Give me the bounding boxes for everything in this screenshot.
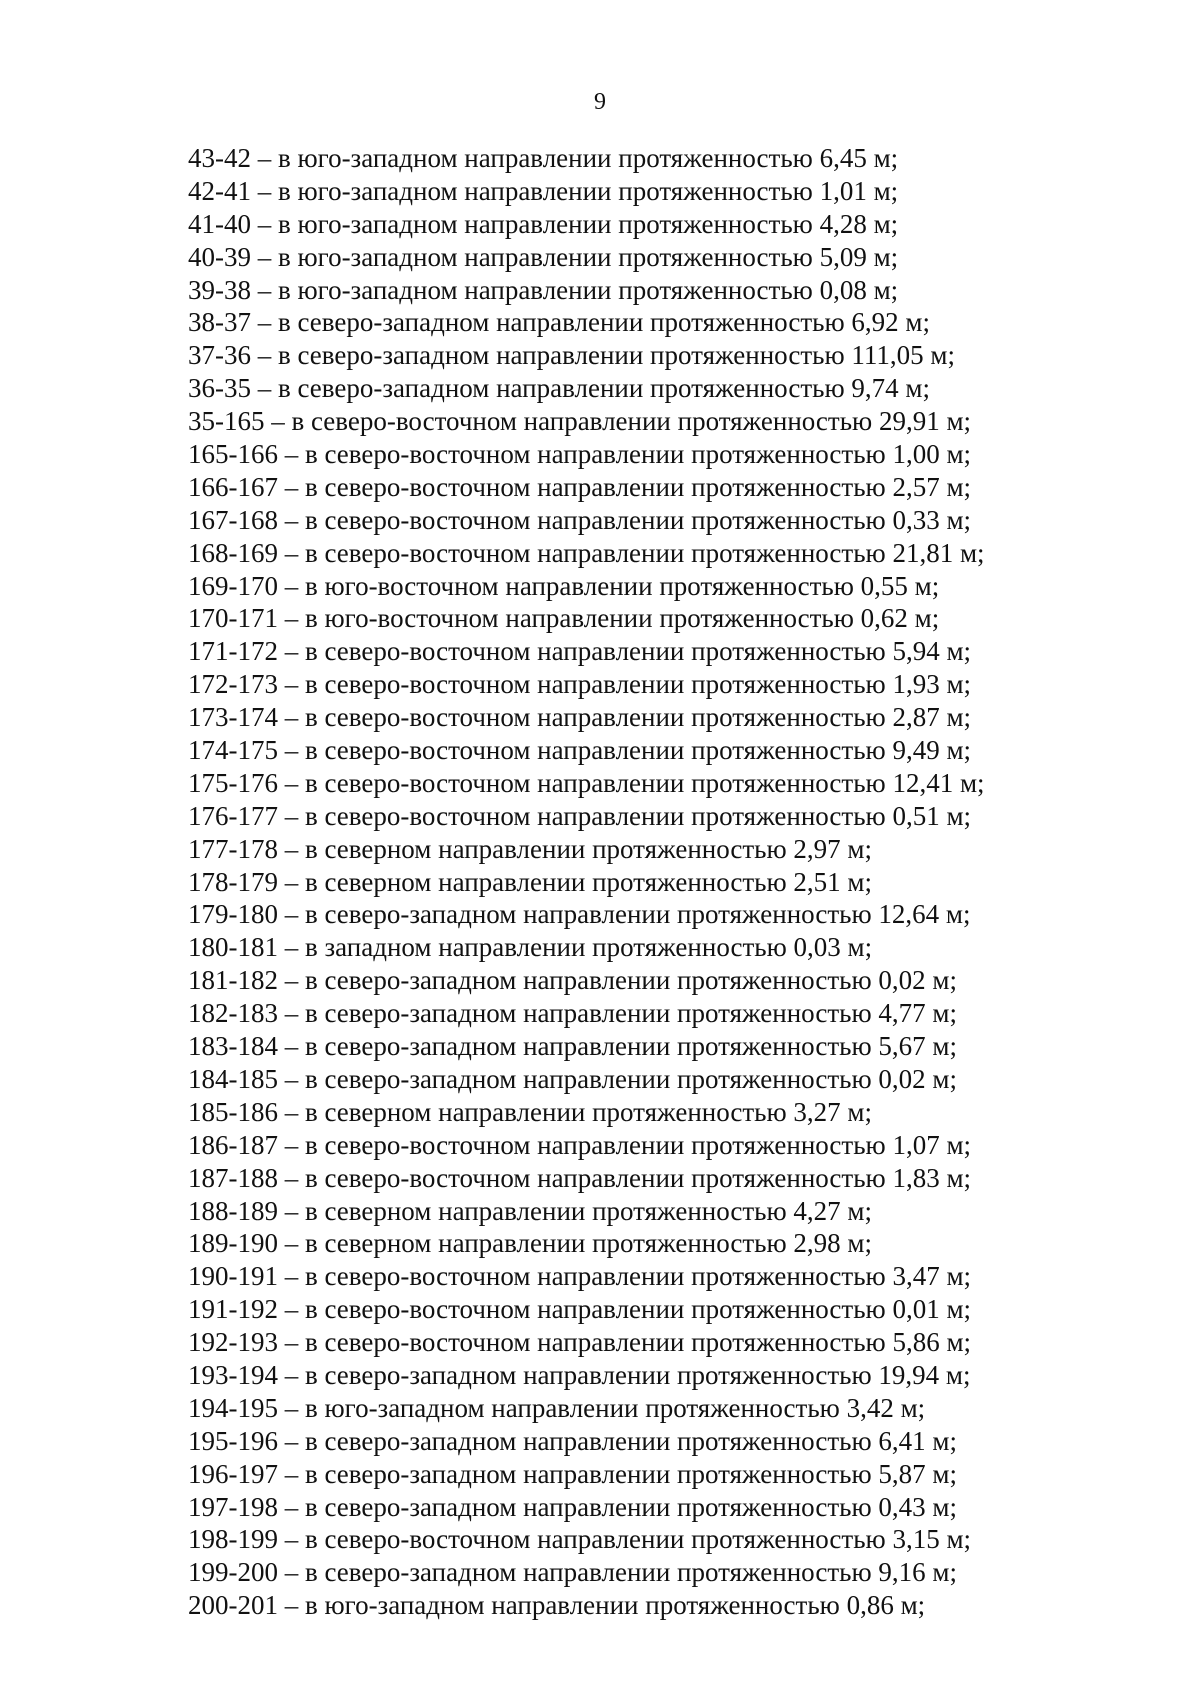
boundary-segment-line: 172-173 – в северо-восточном направлении протяженностью 1,93 м; [188,669,972,700]
boundary-segment-line: 184-185 – в северо-западном направлении протяженностью 0,02 м; [188,1063,957,1094]
boundary-segment-line: 181-182 – в северо-западном направлении протяженностью 0,02 м; [188,965,957,996]
boundary-segment-line: 199-200 – в северо-западном направлении протяженностью 9,16 м; [188,1557,957,1588]
page-number: 9 [594,89,606,115]
boundary-segment-line: 185-186 – в северном направлении протяженностью 3,27 м; [188,1096,873,1127]
boundary-segment-line: 188-189 – в северном направлении протяженностью 4,27 м; [188,1195,873,1226]
boundary-segment-line: 170-171 – в юго-восточном направлении протяженностью 0,62 м; [188,603,940,634]
boundary-segment-line: 193-194 – в северо-западном направлении протяженностью 19,94 м; [188,1359,971,1390]
boundary-segment-line: 169-170 – в юго-восточном направлении протяженностью 0,55 м; [188,570,940,601]
boundary-segment-line: 200-201 – в юго-западном направлении протяженностью 0,86 м; [188,1590,926,1621]
boundary-segment-line: 42-41 – в юго-западном направлении протяженностью 1,01 м; [188,175,899,206]
boundary-segment-line: 191-192 – в северо-восточном направлении протяженностью 0,01 м; [188,1294,972,1325]
boundary-segment-line: 175-176 – в северо-восточном направлении протяженностью 12,41 м; [188,767,985,798]
boundary-segment-line: 196-197 – в северо-западном направлении протяженностью 5,87 м; [188,1458,957,1489]
boundary-segment-line: 194-195 – в юго-западном направлении протяженностью 3,42 м; [188,1392,926,1423]
boundary-segment-line: 198-199 – в северо-восточном направлении протяженностью 3,15 м; [188,1524,972,1555]
boundary-segment-line: 171-172 – в северо-восточном направлении протяженностью 5,94 м; [188,636,972,667]
boundary-segment-line: 40-39 – в юго-западном направлении протяженностью 5,09 м; [188,241,899,272]
boundary-segment-line: 182-183 – в северо-западном направлении протяженностью 4,77 м; [188,998,957,1029]
boundary-segment-line: 187-188 – в северо-восточном направлении протяженностью 1,83 м; [188,1162,972,1193]
boundary-segment-line: 178-179 – в северном направлении протяженностью 2,51 м; [188,866,873,897]
boundary-segment-line: 37-36 – в северо-западном направлении протяженностью 111,05 м; [188,340,955,371]
boundary-segment-line: 183-184 – в северо-западном направлении протяженностью 5,67 м; [188,1031,957,1062]
boundary-segment-line: 35-165 – в северо-восточном направлении протяженностью 29,91 м; [188,406,972,437]
boundary-segment-line: 165-166 – в северо-восточном направлении протяженностью 1,00 м; [188,439,972,470]
boundary-segment-line: 38-37 – в северо-западном направлении протяженностью 6,92 м; [188,307,930,338]
boundary-segment-line: 174-175 – в северо-восточном направлении протяженностью 9,49 м; [188,735,972,766]
boundary-segment-line: 166-167 – в северо-восточном направлении протяженностью 2,57 м; [188,471,972,502]
boundary-segment-line: 179-180 – в северо-западном направлении протяженностью 12,64 м; [188,899,971,930]
boundary-segment-line: 36-35 – в северо-западном направлении протяженностью 9,74 м; [188,373,930,404]
boundary-segment-line: 189-190 – в северном направлении протяженностью 2,98 м; [188,1228,873,1259]
boundary-segment-line: 176-177 – в северо-восточном направлении протяженностью 0,51 м; [188,800,972,831]
boundary-segment-line: 180-181 – в западном направлении протяженностью 0,03 м; [188,932,873,963]
boundary-segment-line: 186-187 – в северо-восточном направлении протяженностью 1,07 м; [188,1129,972,1160]
boundary-segment-line: 190-191 – в северо-восточном направлении протяженностью 3,47 м; [188,1261,972,1292]
boundary-segment-line: 195-196 – в северо-западном направлении протяженностью 6,41 м; [188,1425,957,1456]
boundary-segment-line: 192-193 – в северо-восточном направлении протяженностью 5,86 м; [188,1327,972,1358]
boundary-segment-line: 41-40 – в юго-западном направлении протяженностью 4,28 м; [188,208,899,239]
boundary-segment-line: 39-38 – в юго-западном направлении протяженностью 0,08 м; [188,274,899,305]
boundary-segment-line: 43-42 – в юго-западном направлении протяженностью 6,45 м; [188,143,899,173]
boundary-segment-line: 167-168 – в северо-восточном направлении протяженностью 0,33 м; [188,504,972,535]
boundary-segment-line: 197-198 – в северо-западном направлении протяженностью 0,43 м; [188,1491,957,1522]
boundary-segment-list [188,142,1168,1622]
boundary-segment-line: 177-178 – в северном направлении протяженностью 2,97 м; [188,833,873,864]
boundary-segment-line: 173-174 – в северо-восточном направлении протяженностью 2,87 м; [188,702,972,733]
boundary-segment-line: 168-169 – в северо-восточном направлении протяженностью 21,81 м; [188,537,985,568]
